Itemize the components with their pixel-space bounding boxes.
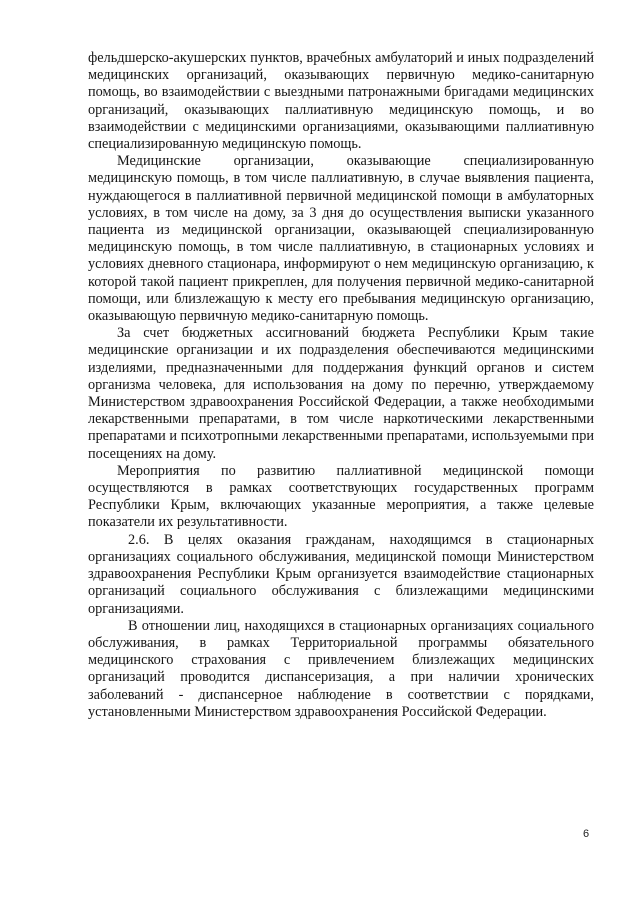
paragraph-section-2-6: 2.6. В целях оказания гражданам, находящимся в стационарных организациях социального обслуживания, медицинской помощи Министерством здравоохранения Республики Крым организуется взаимодействие стационарных организаций социального обслуживания с близлежащими медицинскими организациями.: [88, 531, 594, 617]
paragraph-development-measures: Мероприятия по развитию паллиативной медицинской помощи осуществляются в рамках соответствующих государственных программ Республики Крым, включающих указанные мероприятия, а также целевые показатели их результативности.: [88, 462, 594, 531]
paragraph-specialized-care: Медицинские организации, оказывающие специализированную медицинскую помощь, в том числе паллиативную, в случае выявления пациента, нуждающегося в паллиативной первичной медицинской помощи в амбулаторных условиях, в том числе на дому, за 3 дня до осуществления выписки указанного пациента из медицинской организации, оказывающей специализированную медицинскую помощь, в том числе паллиативную, в стационарных условиях и условиях дневного стационара, информируют о нем медицинскую организацию, к которой такой пациент прикреплен, для получения первичной медико-санитарной помощи, или близлежащую к месту его пребывания медицинскую организацию, оказывающую первичную медико-санитарную помощь.: [88, 153, 594, 325]
paragraph-budget-funding: За счет бюджетных ассигнований бюджета Республики Крым такие медицинские организации и их подразделения обеспечиваются медицинскими изделиями, предназначенными для поддержания функций органов и систем организма человека, для использования на дому по перечню, утверждаемому Министерством здравоохранения Российской Федерации, а также необходимыми лекарственными препаратами, в том числе наркотическими лекарственными препаратами и психотропными лекарственными препаратами, используемыми при посещениях на дому.: [88, 325, 594, 462]
paragraph-medical-examination: В отношении лиц, находящихся в стационарных организациях социального обслуживания, в рамках Территориальной программы обязательного медицинского страхования с привлечением близлежащих медицинских организаций проводится диспансеризация, а при наличии хронических заболеваний - диспансерное наблюдение в соответствии с порядками, установленными Министерством здравоохранения Российской Федерации.: [88, 617, 594, 720]
document-body: [88, 50, 594, 721]
page-number: 6: [583, 828, 590, 840]
paragraph-continuation: фельдшерско-акушерских пунктов, врачебных амбулаторий и иных подразделений медицинских организаций, оказывающих первичную медико-санитарную помощь, во взаимодействии с выездными патронажными бригадами медицинских организаций, оказывающих паллиативную медицинскую помощь, и во взаимодействии с медицинскими организациями, оказывающими паллиативную специализированную медицинскую помощь.: [88, 50, 594, 153]
